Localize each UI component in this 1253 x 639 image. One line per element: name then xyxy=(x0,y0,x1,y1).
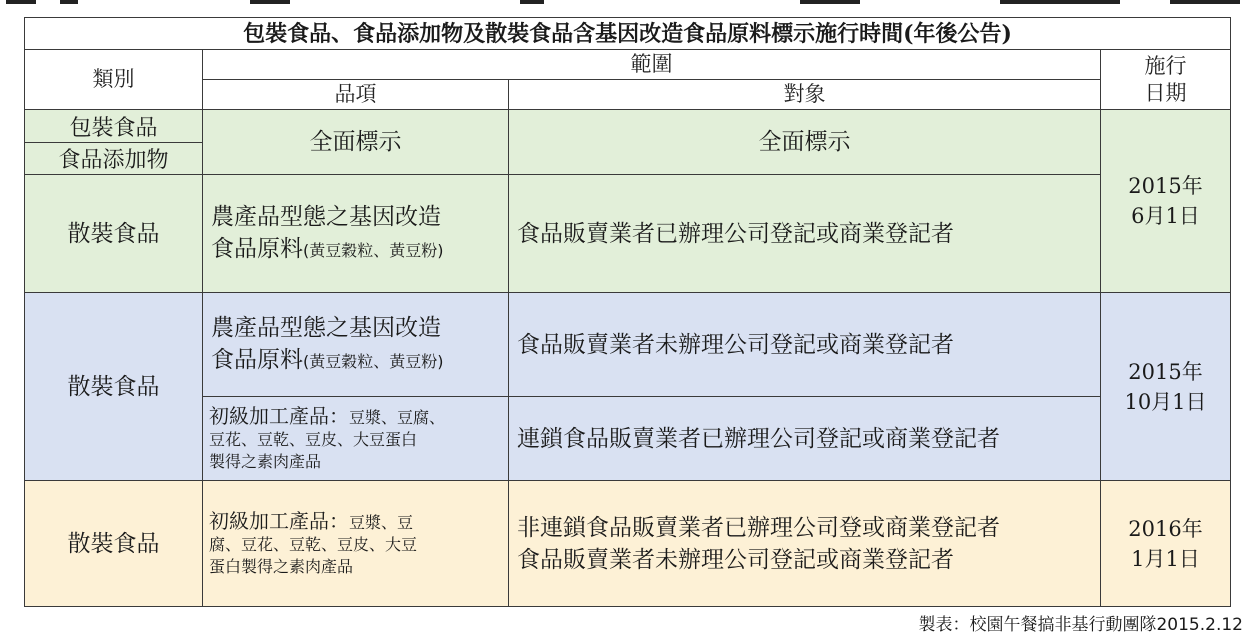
category-bulk-food: 散裝食品 xyxy=(25,481,203,607)
category-packaged-food: 包裝食品 xyxy=(25,111,202,143)
category-bulk-food: 散裝食品 xyxy=(25,175,203,293)
table-credit: 製表：校園午餐搞非基行動團隊2015.2.12 xyxy=(918,615,1243,635)
header-effective-date xyxy=(1101,50,1231,110)
target-unregistered-vendors: 食品販賣業者未辦理公司登記或商業登記者 xyxy=(509,293,1101,397)
date-line2: 1月1日 xyxy=(1131,546,1200,571)
effective-date-2015-06 xyxy=(1101,110,1231,293)
item-primary-processed xyxy=(203,397,509,481)
date-line2: 10月1日 xyxy=(1124,389,1207,414)
target-registered-vendors: 食品販賣業者已辦理公司登記或商業登記者 xyxy=(509,175,1101,293)
item-line1: 農產品型態之基因改造 xyxy=(211,314,441,341)
effective-date-2016-01 xyxy=(1101,481,1231,607)
effective-date-2015-10 xyxy=(1101,293,1231,481)
date-line1: 2015年 xyxy=(1128,359,1203,384)
item-line2: 腐、豆花、豆乾、豆皮、大豆 xyxy=(209,534,418,554)
header-effective-line2: 日期 xyxy=(1144,80,1187,105)
item-line3: 蛋白製得之素肉產品 xyxy=(209,556,354,576)
item-primary-processed xyxy=(203,481,509,607)
header-category: 類別 xyxy=(25,50,203,110)
category-bulk-food: 散裝食品 xyxy=(25,293,203,481)
date-line1: 2016年 xyxy=(1128,516,1203,541)
target-full-labeling: 全面標示 xyxy=(509,110,1101,175)
target-line1: 非連鎖食品販賣業者已辦理公司登或商業登記者 xyxy=(517,514,1000,541)
category-packaged-additive xyxy=(25,110,203,175)
header-scope: 範圍 xyxy=(203,50,1101,80)
item-gm-raw-material xyxy=(203,175,509,293)
item-gm-raw-material xyxy=(203,293,509,397)
item-line1: 初級加工產品：豆漿、豆 xyxy=(209,508,414,533)
header-target: 對象 xyxy=(509,80,1101,110)
gm-labeling-schedule-table xyxy=(24,17,1231,607)
item-line1: 初級加工產品：豆漿、豆腐、 xyxy=(209,403,446,428)
item-line2: 豆花、豆乾、豆皮、大豆蛋白 xyxy=(209,429,418,449)
cropped-text-strip xyxy=(0,0,1253,8)
item-full-labeling: 全面標示 xyxy=(203,110,509,175)
item-line3: 製得之素肉產品 xyxy=(209,451,322,471)
target-line2: 食品販賣業者未辦理公司登記或商業登記者 xyxy=(517,546,954,573)
target-chain-registered-vendors: 連鎖食品販賣業者已辦理公司登記或商業登記者 xyxy=(509,397,1101,481)
item-line1: 農產品型態之基因改造 xyxy=(211,203,441,230)
target-non-chain-and-unregistered xyxy=(509,481,1101,607)
header-effective-line1: 施行 xyxy=(1144,53,1187,78)
date-line2: 6月1日 xyxy=(1131,204,1200,228)
table-title: 包裝食品、食品添加物及散裝食品含基因改造食品原料標示施行時間(年後公告) xyxy=(25,18,1231,50)
item-line2: 食品原料(黃豆穀粒、黃豆粉) xyxy=(211,235,444,262)
date-line1: 2015年 xyxy=(1128,174,1203,198)
category-food-additive: 食品添加物 xyxy=(58,147,169,173)
header-item: 品項 xyxy=(203,80,509,110)
item-line2: 食品原料(黃豆穀粒、黃豆粉) xyxy=(211,346,444,373)
